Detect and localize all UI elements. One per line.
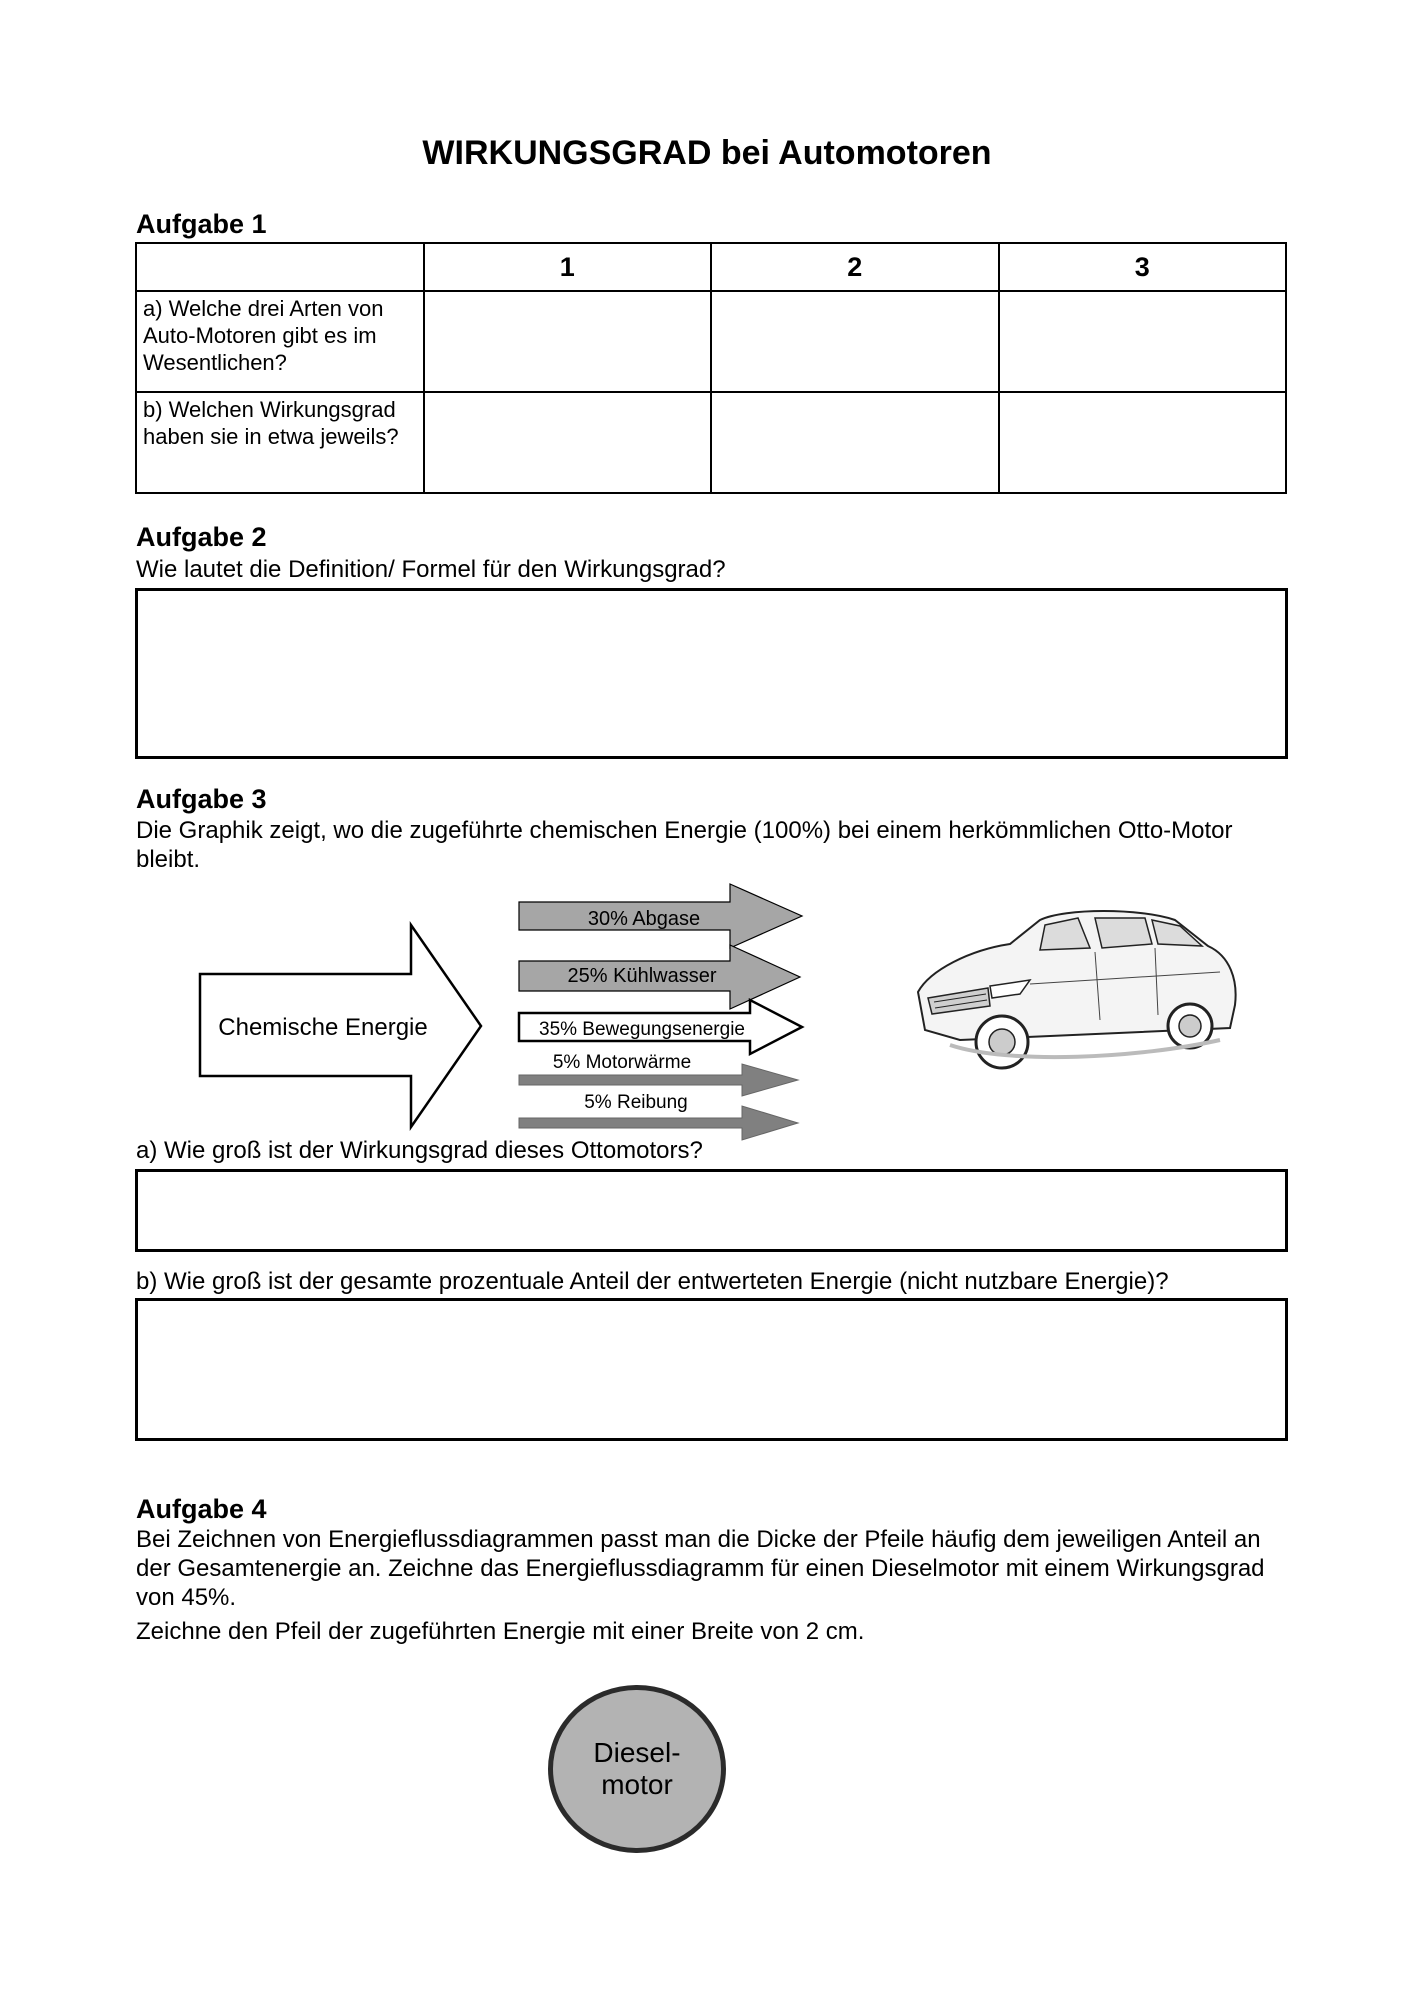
task3-question-a: a) Wie groß ist der Wirkungsgrad dieses Ottomotors? [136, 1137, 703, 1164]
row-label-b: b) Welchen Wirkungsgrad haben sie in etwa jeweils? [136, 392, 424, 493]
diesel-motor-circle [548, 1685, 726, 1853]
car-icon [890, 880, 1250, 1110]
task1-heading: Aufgabe 1 [136, 209, 267, 239]
output-label-abgase: 30% Abgase [587, 908, 701, 930]
diesel-label-line1: Diesel- [593, 1737, 681, 1768]
task3a-answer-box[interactable] [135, 1169, 1288, 1252]
task4-text1: Bei Zeichnen von Energieflussdiagrammen passt man die Dicke der Pfeile häufig dem jeweiligen Anteil an der Gesamtenergie an. Zeichne das Energieflussdiagramm für einen Dieselmotor mit einem Wirkungsgrad von 45%. [136, 1526, 1265, 1611]
car-image [890, 880, 1250, 1110]
input-arrow-label: Chemische Energie [218, 1014, 428, 1041]
task2-heading: Aufgabe 2 [136, 522, 267, 552]
diesel-label-line2: motor [601, 1769, 673, 1800]
table-header-3: 3 [999, 243, 1287, 291]
task3b-answer-box[interactable] [135, 1298, 1288, 1441]
page-title: WIRKUNGSGRAD bei Automotoren [422, 134, 992, 172]
output-label-reibung: 5% Reibung [584, 1092, 688, 1113]
task4-text2: Zeichne den Pfeil der zugeführten Energie mit einer Breite von 2 cm. [136, 1618, 865, 1645]
task4-heading: Aufgabe 4 [136, 1494, 267, 1524]
output-label-bewegungsenergie: 35% Bewegungsenergie [539, 1019, 745, 1040]
table-header-1: 1 [424, 243, 712, 291]
task3-intro: Die Graphik zeigt, wo die zugeführte chemischen Energie (100%) bei einem herkömmlichen Otto-Motor bleibt. [136, 817, 1233, 873]
row-label-a: a) Welche drei Arten von Auto-Motoren gibt es im Wesentlichen? [136, 291, 424, 392]
output-label-kuehlwasser: 25% Kühlwasser [567, 965, 717, 987]
task2-question: Wie lautet die Definition/ Formel für den Wirkungsgrad? [136, 556, 726, 583]
output-label-motorwaerme: 5% Motorwärme [552, 1052, 692, 1073]
task3-question-b: b) Wie groß ist der gesamte prozentuale Anteil der entwerteten Energie (nicht nutzbare Energie)? [136, 1268, 1169, 1295]
task3-heading: Aufgabe 3 [136, 784, 267, 814]
table-header-2: 2 [711, 243, 999, 291]
